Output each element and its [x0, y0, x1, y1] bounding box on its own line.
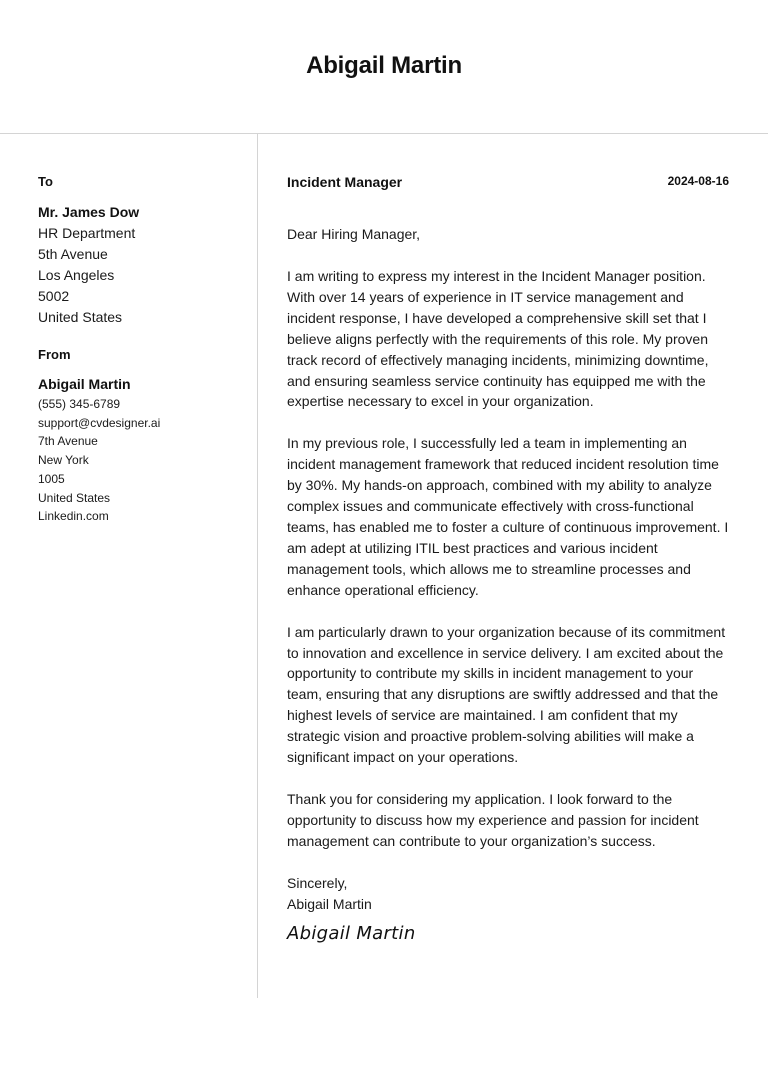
applicant-name-heading: Abigail Martin [306, 52, 462, 79]
sender-name: Abigail Martin [38, 376, 131, 392]
sender-block [38, 374, 248, 526]
salutation: Dear Hiring Manager, [287, 226, 421, 242]
sender-phone: (555) 345-6789 [38, 397, 121, 411]
paragraph: I am particularly drawn to your organization because of its commitment to innovation and excellence in service delivery. I am excited about the opportunity to contribute my skills in incident management to your team, ensuring that any disruptions are swiftly addressed and that the highest levels of service are maintained. I am confident that my strategic vision and proactive problem-solving abilities will make a significant impact on your operations. [287, 623, 726, 766]
signature: Abigail Martin [287, 922, 416, 944]
recipient-block [38, 202, 248, 328]
letter-date: 2024-08-16 [667, 174, 729, 188]
header [0, 0, 768, 134]
closing: Sincerely, [287, 874, 348, 891]
recipient-department: HR Department [38, 225, 136, 241]
sender-street: 7th Avenue [38, 434, 98, 449]
sender-country: United States [38, 490, 111, 505]
from-label: From [38, 347, 71, 362]
recipient-street: 5th Avenue [38, 246, 108, 262]
paragraph: Thank you for considering my application. I look forward to the opportunity to discuss how my experience and passion for incident management can contribute to your organization’s success. [287, 790, 699, 849]
job-title: Incident Manager [287, 174, 403, 190]
recipient-name: Mr. James Dow [38, 204, 140, 220]
recipient-postal-code: 5002 [38, 288, 70, 304]
paragraph: In my previous role, I successfully led a team in implementing an incident management framework that reduced incident resolution time by 30%. My hands-on approach, combined with my ability to analyze complex issues and communicate effectively with cross-functional teams, has enabled me to foster a culture of continuous improvement. I am adept at utilizing ITIL best practices and various incident management tools, which allows me to streamline processes and enhance operational efficiency. [287, 435, 729, 598]
closing-name: Abigail Martin [287, 895, 372, 912]
closing-block [287, 873, 729, 915]
sender-postal-code: 1005 [38, 471, 65, 486]
recipient-city: Los Angeles [38, 267, 115, 283]
letter-topline [287, 173, 729, 193]
sender-email: support@cvdesigner.ai [38, 415, 161, 430]
recipient-country: United States [38, 309, 123, 325]
sender-linkedin: Linkedin.com [38, 509, 109, 524]
to-label: To [38, 174, 53, 189]
paragraph: I am writing to express my interest in the Incident Manager position. With over 14 years of experience in IT service management and incident response, I have developed a comprehensive skill set that I believe aligns perfectly with the requirements of this role. My proven track record of effectively managing incidents, minimizing downtime, and ensuring seamless service continuity has equipped me with the expertise necessary to excel in your organization. [287, 268, 709, 410]
sender-city: New York [38, 453, 89, 468]
column-divider [257, 134, 258, 998]
letter-body [287, 173, 729, 944]
